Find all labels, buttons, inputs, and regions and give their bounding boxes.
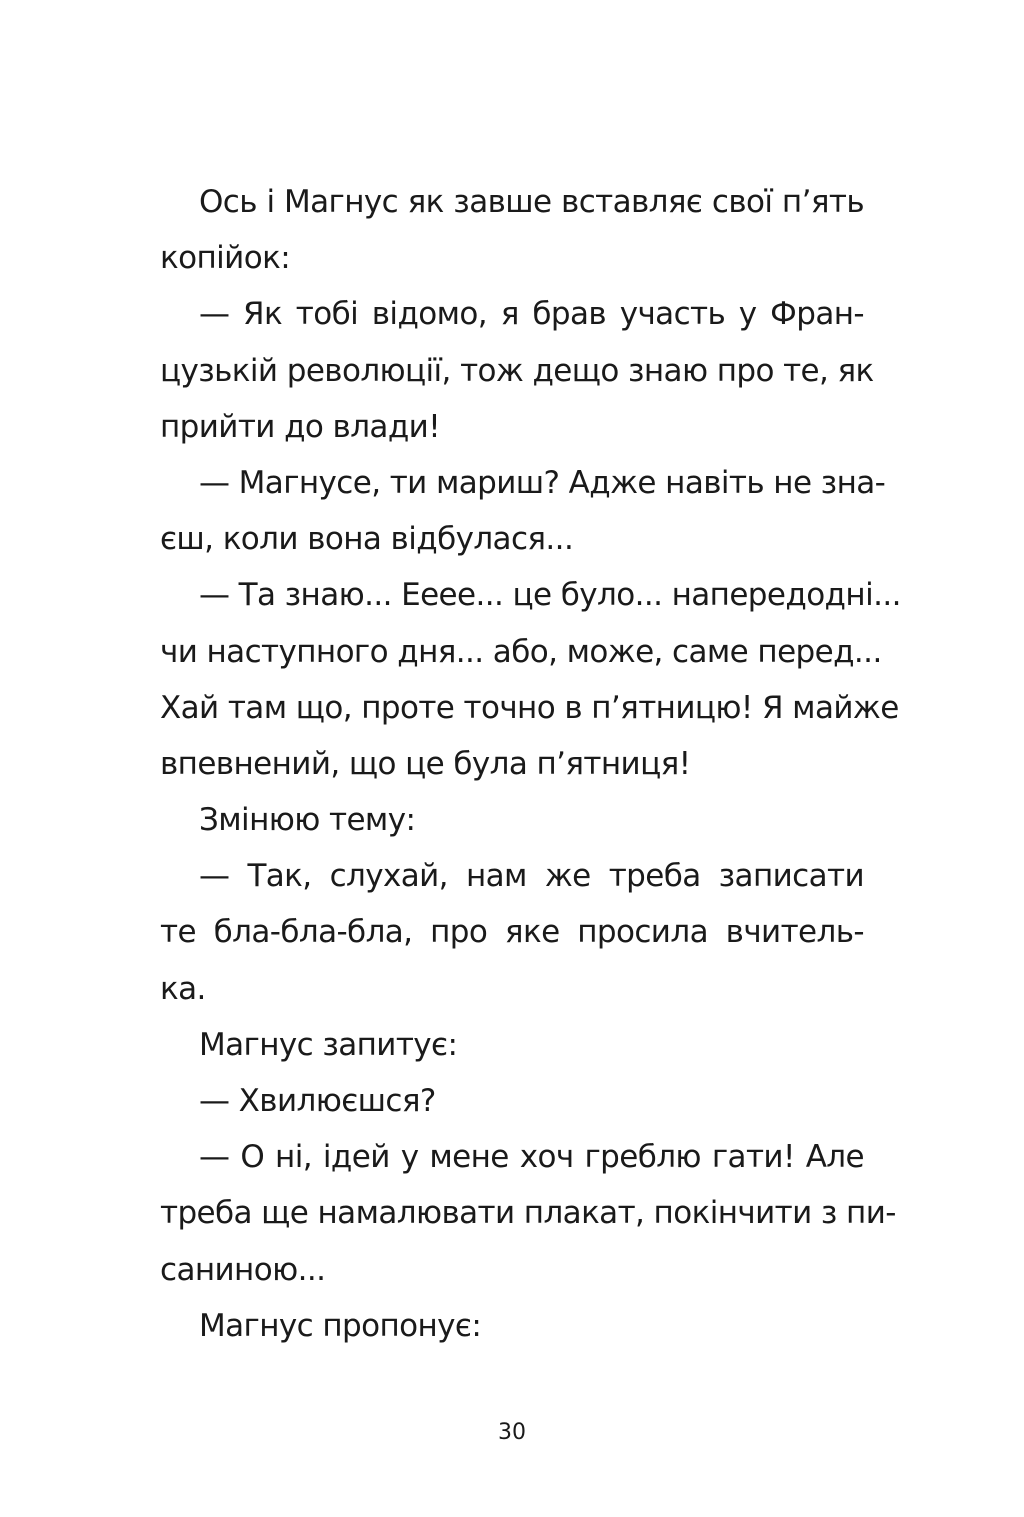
text-line: єш, коли вона відбулася...: [160, 521, 574, 558]
text-line: цузькій революції, тож дещо знаю про те, як: [160, 352, 874, 389]
body-text: [160, 174, 901, 1354]
text-line: — Хвилюєшся?: [199, 1083, 436, 1119]
text-line: — О ні, ідей у мене хоч греблю гати! Але: [199, 1139, 864, 1176]
text-line: — Як тобі відомо, я брав участь у Фран-: [199, 296, 864, 333]
text-line: впевнений, що це була п’ятниця!: [160, 745, 691, 782]
text-line: Змінюю тему:: [199, 802, 416, 839]
text-line: Ось і Магнус як завше вставляє свої п’ять: [199, 184, 864, 220]
text-line: треба ще намалювати плакат, покінчити з пи-: [160, 1195, 896, 1232]
text-line: — Так, слухай, нам же треба записати: [199, 858, 864, 895]
text-line: Магнус пропонує:: [199, 1307, 482, 1344]
text-line: саниною...: [160, 1251, 326, 1288]
text-line: Магнус запитує:: [199, 1026, 458, 1063]
page-number: 30: [498, 1420, 526, 1445]
text-line: прийти до влади!: [160, 408, 441, 445]
text-line: — Магнусе, ти мариш? Адже навіть не зна-: [199, 464, 886, 501]
text-line: копійок:: [160, 240, 291, 277]
text-line: ка.: [160, 970, 206, 1007]
text-line: — Та знаю... Ееее... це було... напередодні...: [199, 577, 901, 614]
text-line: чи наступного дня... або, може, саме перед...: [160, 633, 882, 670]
text-line: те бла-бла-бла, про яке просила вчитель-: [160, 914, 864, 951]
text-line: Хай там що, проте точно в п’ятницю! Я майже: [160, 689, 899, 726]
